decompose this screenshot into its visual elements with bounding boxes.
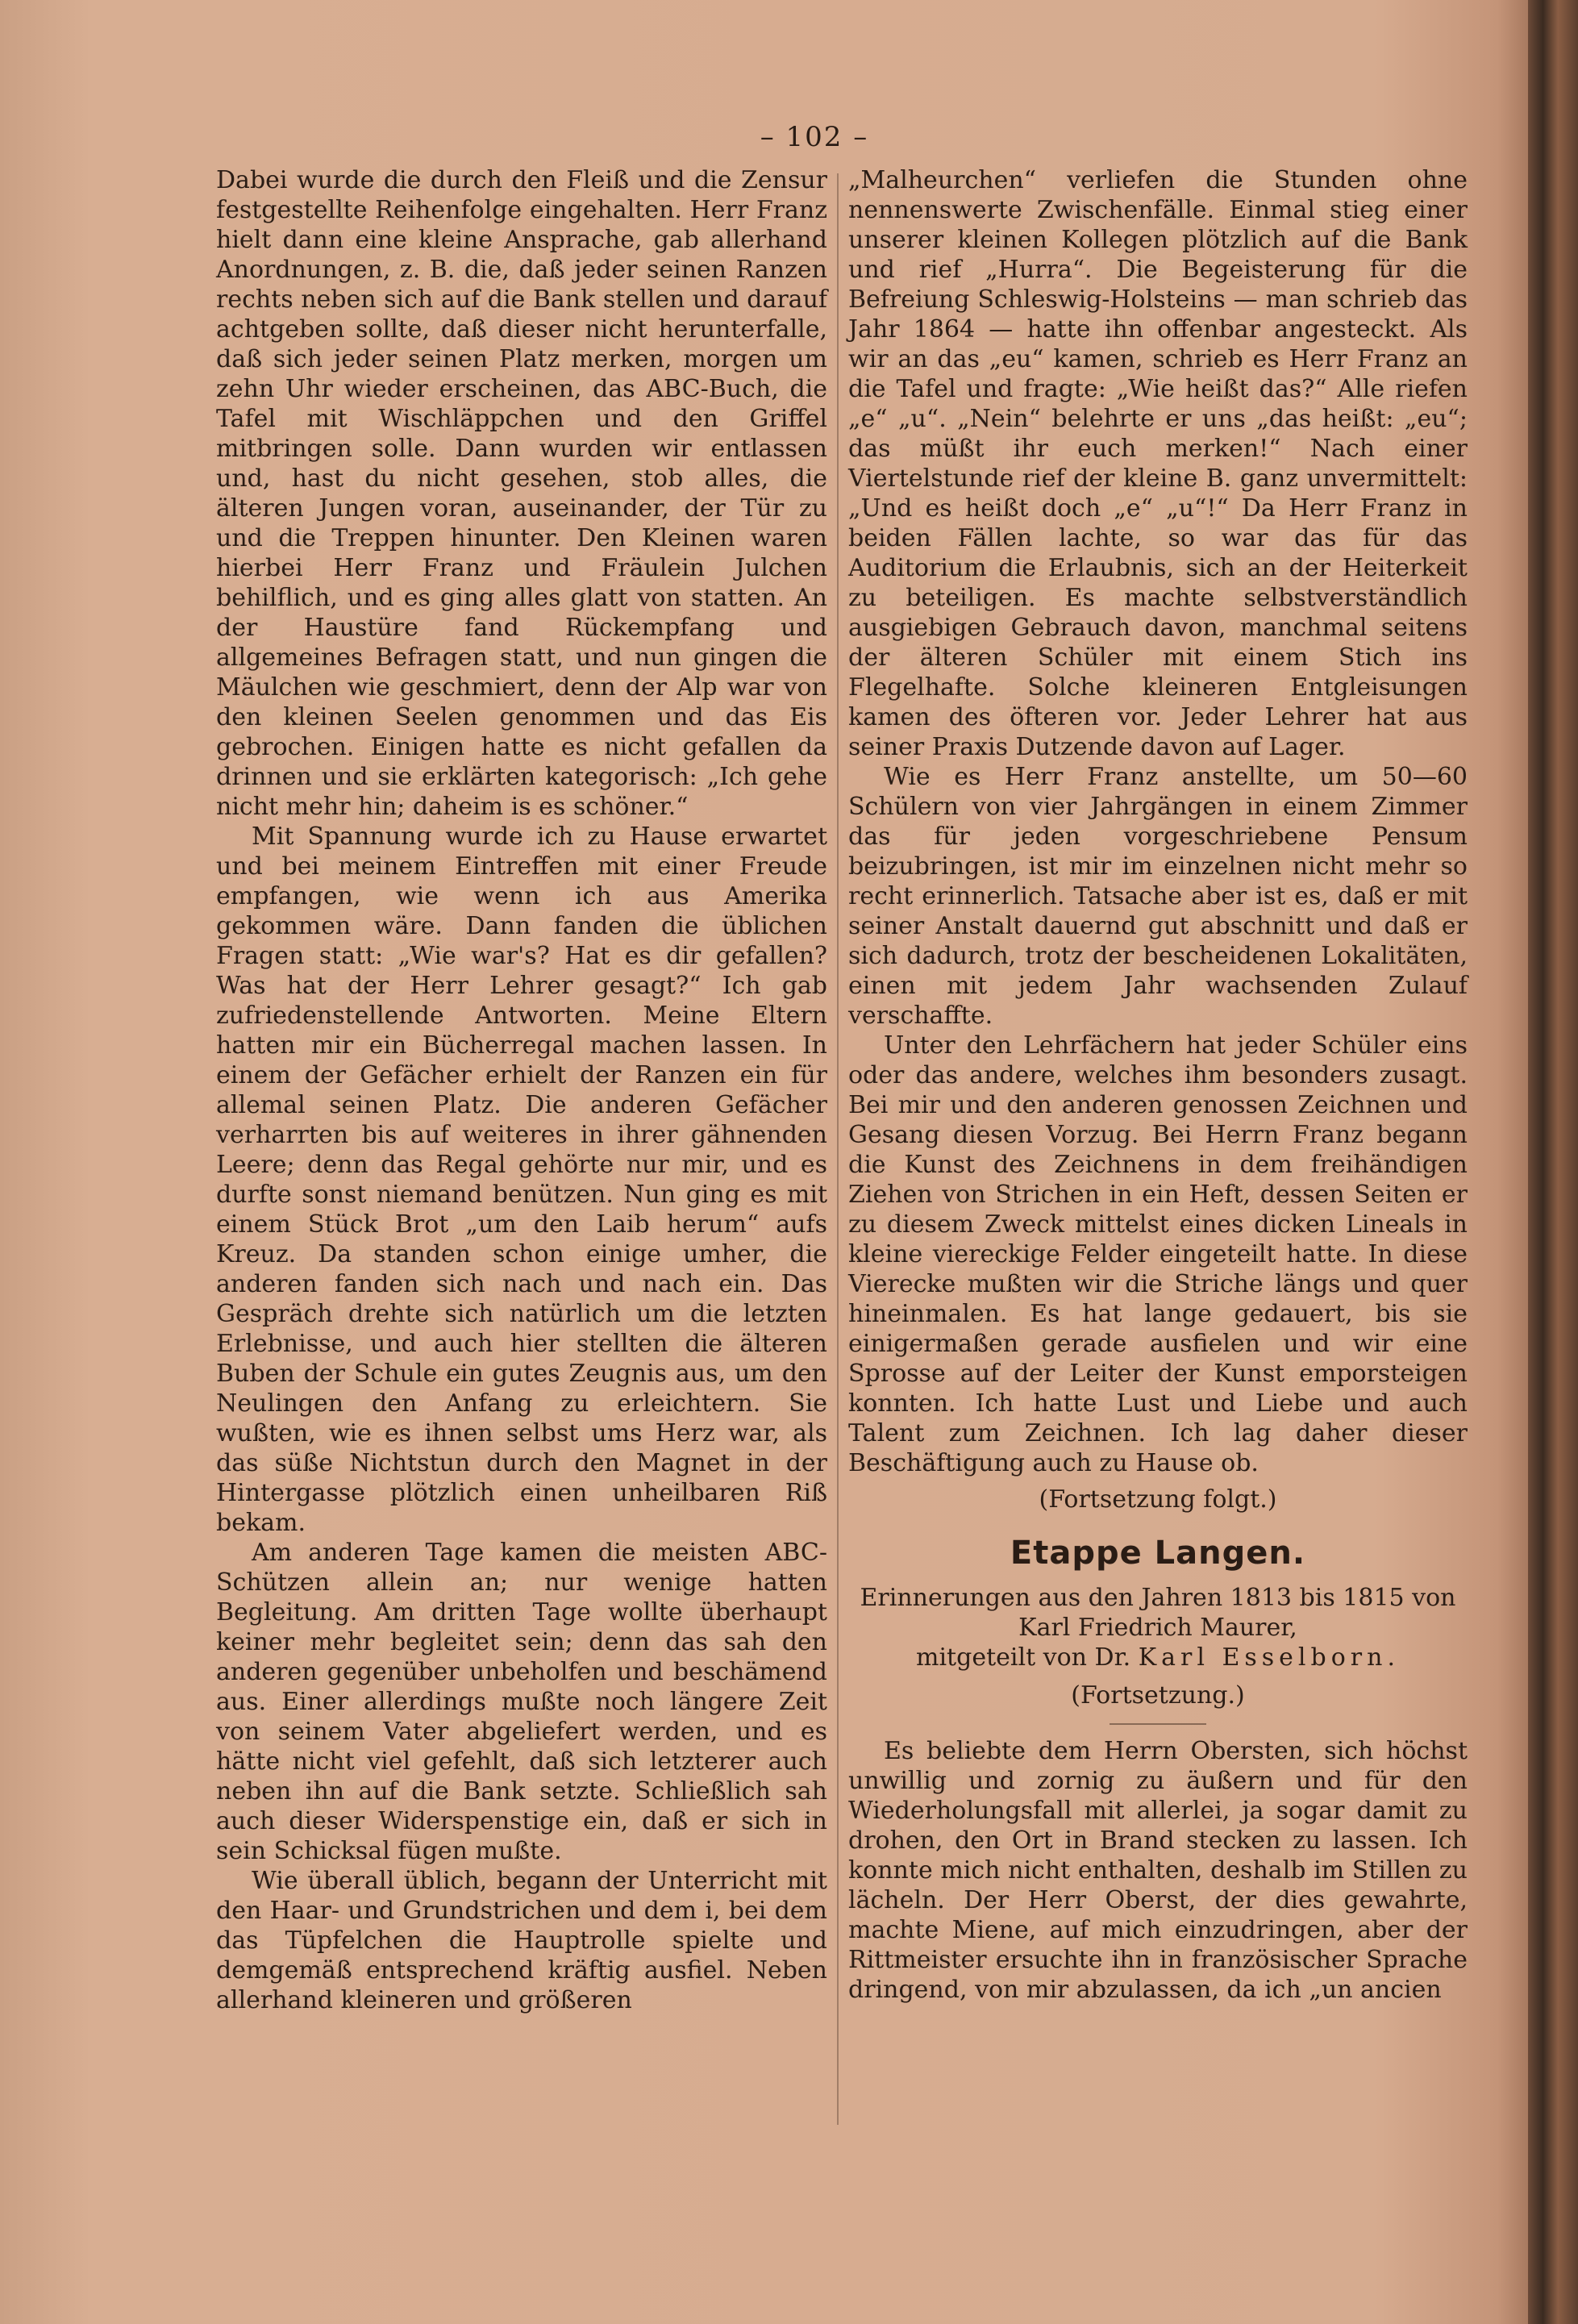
right-paragraph-3: Unter den Lehrfächern hat jeder Schüler eins oder das andere, welches ihm besonders zusagt. Bei mir und den anderen genossen Zeichnen und Gesang diesen Vorzug. Bei Herrn Franz begann die Kunst des Zeichnens in dem freihändigen Ziehen von Strichen in ein Heft, dessen Seiten er zu diesem Zweck mittelst eines dicken Lineals in kleine viereckige Felder eingeteilt hatte. In diese Vierecke mußten wir die Striche längs und quer hineinmalen. Es hat lange gedauert, bis sie einigermaßen gerade ausfielen und wir eine Sprosse auf der Leiter der Kunst emporsteigen konnten. Ich hatte Lust und Liebe und auch Talent zum Zeichnen. Ich lag daher dieser Beschäftigung auch zu Hause ob. bbox=[848, 1031, 1468, 1477]
left-column bbox=[216, 165, 827, 2015]
right-paragraph-2: Wie es Herr Franz anstellte, um 50—60 Schülern von vier Jahrgängen in einem Zimmer das für jeden vorgeschriebene Pensum beizubringen, ist mir im einzelnen nicht mehr so recht erinnerlich. Tatsache aber ist es, daß er mit seiner Anstalt dauernd gut abschnitt und daß er sich dadurch, trotz der bescheidenen Lokalitäten, einen mit jedem Jahr wachsenden Zulauf verschaffte. bbox=[848, 763, 1468, 1030]
left-paragraph-3: Am anderen Tage kamen die meisten ABC-Schützen allein an; nur wenige hatten Begleitung. Am dritten Tage wollte überhaupt keiner mehr begleitet sein; denn das sah den anderen gegenüber unbeholfen und beschämend aus. Einer allerdings mußte noch längere Zeit von seinem Vater abgeliefert werden, und es hätte nicht viel gefehlt, daß sich letzterer auch neben ihn auf die Bank setzte. Schließlich sah auch dieser Widerspenstige ein, daß er sich in sein Schicksal fügen mußte. bbox=[216, 1539, 827, 1865]
article-author-prefix: mitgeteilt von Dr. bbox=[916, 1643, 1139, 1672]
article-continued-label: (Fortsetzung.) bbox=[1071, 1681, 1245, 1710]
book-binding bbox=[1528, 0, 1578, 2324]
left-paragraph-1: Dabei wurde die durch den Fleiß und die Zensur festgestellte Reihenfolge eingehalten. Herr Franz hielt dann eine kleine Ansprache, gab allerhand Anordnungen, z. B. die, daß jeder seinen Ranzen rechts neben sich auf die Bank stellen und darauf achtgeben sollte, daß dieser nicht herunterfalle, daß sich jeder seinen Platz merken, morgen um zehn Uhr wieder erscheinen, das ABC-Buch, die Tafel mit Wischläppchen und den Griffel mitbringen solle. Dann wurden wir entlassen und, hast du nicht gesehen, stob alles, die älteren Jungen voran, auseinander, der Tür zu und die Treppen hinunter. Den Kleinen waren hierbei Herr Franz und Fräulein Julchen behilflich, und es ging alles glatt von statten. An der Haustüre fand Rückempfang und allgemeines Befragen statt, und nun gingen die Mäulchen wie geschmiert, denn der Alp war von den kleinen Seelen genommen und das Eis gebrochen. Einigen hatte es nicht gefallen da drinnen und sie erklärten kategorisch: „Ich gehe nicht mehr hin; daheim is es schöner.“ bbox=[216, 166, 827, 821]
right-paragraph-1: „Malheurchen“ verliefen die Stunden ohne nennenswerte Zwischenfälle. Einmal stieg einer unserer kleinen Kollegen plötzlich auf die Bank und rief „Hurra“. Die Begeisterung für die Befreiung Schleswig-Holsteins — man schrieb das Jahr 1864 — hatte ihn offenbar angesteckt. Als wir an das „eu“ kamen, schrieb es Herr Franz an die Tafel und fragte: „Wie heißt das?“ Alle riefen „e“ „u“. „Nein“ belehrte er uns „das heißt: „eu“; das müßt ihr euch merken!“ Nach einer Viertelstunde rief der kleine B. ganz unvermittelt: „Und es heißt doch „e“ „u“!“ Da Herr Franz in beiden Fällen lachte, so war das für das Auditorium die Erlaubnis, sich an der Heiterkeit zu beteiligen. Es machte selbstverständlich ausgiebigen Gebrauch davon, manchmal seitens der älteren Schüler mit einem Stich ins Flegelhafte. Solche kleineren Entgleisungen kamen des öfteren vor. Jeder Lehrer hat aus seiner Praxis Dutzende davon auf Lager. bbox=[848, 166, 1468, 761]
article-subtitle bbox=[848, 1583, 1468, 1672]
article-subtitle-line1: Erinnerungen aus den Jahren 1813 bis 1815 von Karl Friedrich Maurer, bbox=[860, 1584, 1456, 1642]
right-column bbox=[848, 165, 1468, 2005]
left-paragraph-2: Mit Spannung wurde ich zu Hause erwartet und bei meinem Eintreffen mit einer Freude empfangen, wie wenn ich aus Amerika gekommen wäre. Dann fanden die üblichen Fragen statt: „Wie war's? Hat es dir gefallen? Was hat der Herr Lehrer gesagt?“ Ich gab zufriedenstellende Antworten. Meine Eltern hatten mir ein Bücherregal machen lassen. In einem der Gefächer erhielt der Ranzen ein für allemal seinen Platz. Die anderen Gefächer verharrten bis auf weiteres in ihrer gähnenden Leere; denn das Regal gehörte nur mir, und es durfte sonst niemand benützen. Nun ging es mit einem Stück Brot „um den Laib herum“ aufs Kreuz. Da standen schon einige umher, die anderen fanden sich nach und nach ein. Das Gespräch drehte sich natürlich um die letzten Erlebnisse, und auch hier stellten die älteren Buben der Schule ein gutes Zeugnis aus, um den Neulingen den Anfang zu erleichtern. Sie wußten, wie es ihnen selbst ums Herz war, als das süße Nichtstun durch den Magnet in der Hintergasse plötzlich einen unheilbaren Riß bekam. bbox=[216, 823, 827, 1537]
article-paragraph: Es beliebte dem Herrn Obersten, sich höchst unwillig und zornig zu äußern und für den Wiederholungsfall mit allerlei, ja sogar damit zu drohen, den Ort in Brand stecken zu lassen. Ich konnte mich nicht enthalten, deshalb im Stillen zu lächeln. Der Herr Oberst, der dies gewahrte, machte Miene, auf mich einzudringen, aber der Rittmeister ersuchte ihn in französischer Sprache dringend, von mir abzulassen, da ich „un ancien bbox=[848, 1737, 1468, 2004]
column-divider bbox=[837, 173, 839, 2125]
left-paragraph-4: Wie überall üblich, begann der Unterricht mit den Haar- und Grundstrichen und dem i, bei dem das Tüpfelchen die Hauptrolle spielte und demgemäß entsprechend kräftig ausfiel. Neben allerhand kleineren und größeren bbox=[216, 1867, 827, 2014]
article-author-name: Karl Esselborn. bbox=[1138, 1643, 1400, 1672]
continuation-note: (Fortsetzung folgt.) bbox=[1039, 1485, 1277, 1514]
article-title: Etappe Langen. bbox=[1010, 1535, 1306, 1572]
page-number: – 102 – bbox=[760, 121, 869, 153]
article-rule bbox=[1110, 1723, 1206, 1725]
